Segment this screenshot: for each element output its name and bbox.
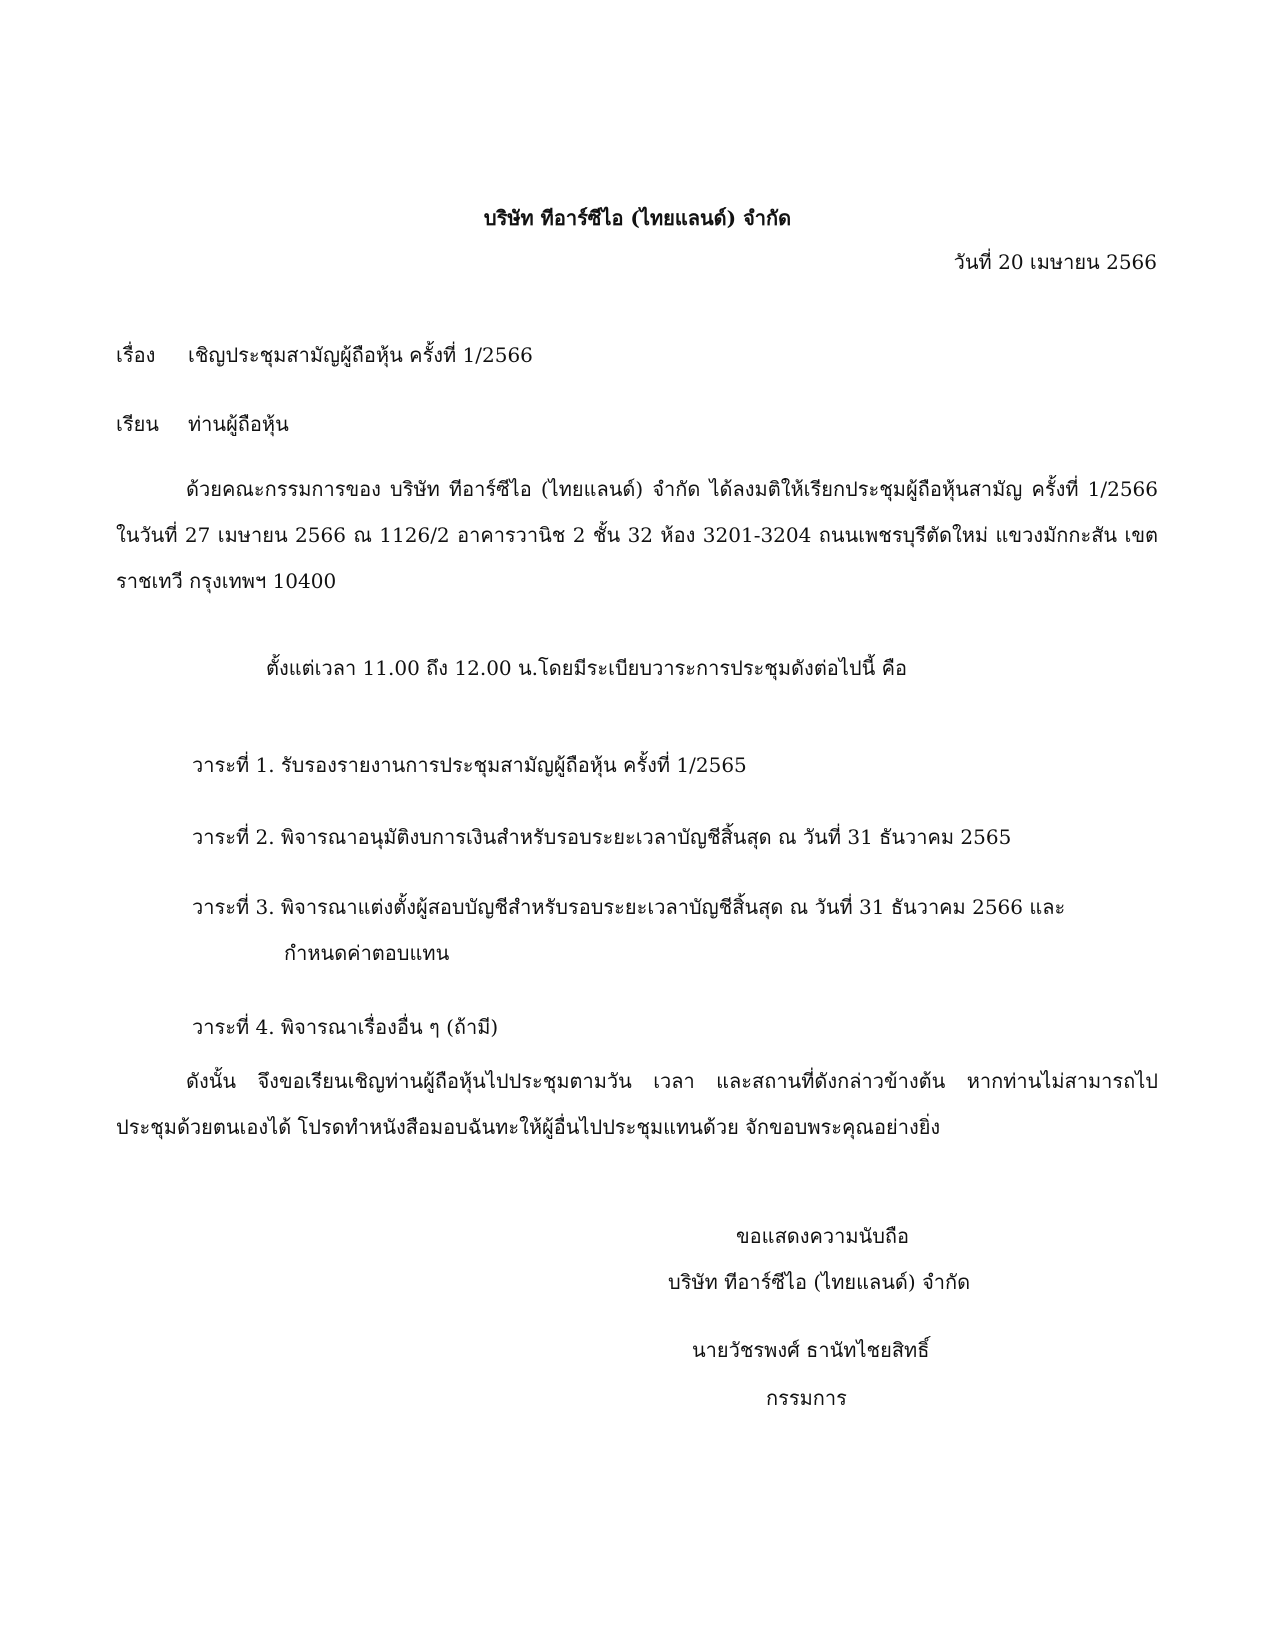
closing-paragraph — [116, 1058, 1158, 1150]
agenda-item-4 — [192, 1004, 1158, 1050]
agenda-item-text: วาระที่ 2. พิจารณาอนุมัติงบการเงินสำหรับรอบระยะเวลาบัญชีสิ้นสุด ณ วันที่ 31 ธันวาคม 2565 — [192, 825, 1012, 849]
agenda-item-2 — [192, 814, 1158, 860]
agenda-item-text: วาระที่ 3. พิจารณาแต่งตั้งผู้สอบบัญชีสำหรับรอบระยะเวลาบัญชีสิ้นสุด ณ วันที่ 31 ธันวาคม 2566 และ — [192, 895, 1066, 919]
agenda-item-3 — [192, 884, 1158, 976]
agenda-item-continuation: กำหนดค่าตอบแทน — [284, 941, 450, 965]
company-title: บริษัท ทีอาร์ซีไอ (ไทยแลนด์) จำกัด — [483, 206, 792, 230]
meeting-time-line: ตั้งแต่เวลา 11.00 ถึง 12.00 น.โดยมีระเบียบวาระการประชุมดังต่อไปนี้ คือ — [266, 656, 907, 680]
agenda-item-1 — [192, 742, 1158, 788]
intro-paragraph — [116, 466, 1158, 604]
subject-text: เชิญประชุมสามัญผู้ถือหุ้น ครั้งที่ 1/2566 — [188, 343, 533, 367]
subject-label: เรื่อง — [116, 343, 156, 367]
intro-text: ด้วยคณะกรรมการของ บริษัท ทีอาร์ซีไอ (ไทยแลนด์) จำกัด ได้ลงมติให้เรียกประชุมผู้ถือหุ้นสามัญ ครั้งที่ 1/2566 ในวันที่ 27 เมษายน 2566 ณ 1126/2 อาคารวานิช 2 ชั้น 32 ห้อง 3201-3204 ถนนเพชรบุรีตัดใหม่ แขวงมักกะสัน เขตราชเทวี กรุงเทพฯ 10400 — [116, 477, 1158, 593]
agenda-item-text: วาระที่ 4. พิจารณาเรื่องอื่น ๆ (ถ้ามี) — [192, 1015, 499, 1039]
signature-company: บริษัท ทีอาร์ซีไอ (ไทยแลนด์) จำกัด — [668, 1270, 971, 1294]
regards-line: ขอแสดงความนับถือ — [736, 1224, 910, 1248]
signatory-name: นายวัชรพงศ์ ธานัทไชยสิทธิ์ — [692, 1338, 930, 1362]
recipient-label: เรียน — [116, 412, 159, 436]
agenda-item-text: วาระที่ 1. รับรองรายงานการประชุมสามัญผู้ถือหุ้น ครั้งที่ 1/2565 — [192, 753, 747, 777]
recipient-text: ท่านผู้ถือหุ้น — [188, 412, 289, 436]
recipient-line — [116, 410, 289, 438]
closing-text: ดังนั้น จึงขอเรียนเชิญท่านผู้ถือหุ้นไปประชุมตามวัน เวลา และสถานที่ดังกล่าวข้างต้น หากท่านไม่สามารถไปประชุมด้วยตนเองได้ โปรดทำหนังสือมอบฉันทะให้ผู้อื่นไปประชุมแทนด้วย จักขอบพระคุณอย่างยิ่ง — [116, 1069, 1158, 1139]
letter-date: วันที่ 20 เมษายน 2566 — [953, 250, 1157, 274]
signatory-title: กรรมการ — [766, 1386, 847, 1410]
subject-line — [116, 341, 533, 369]
